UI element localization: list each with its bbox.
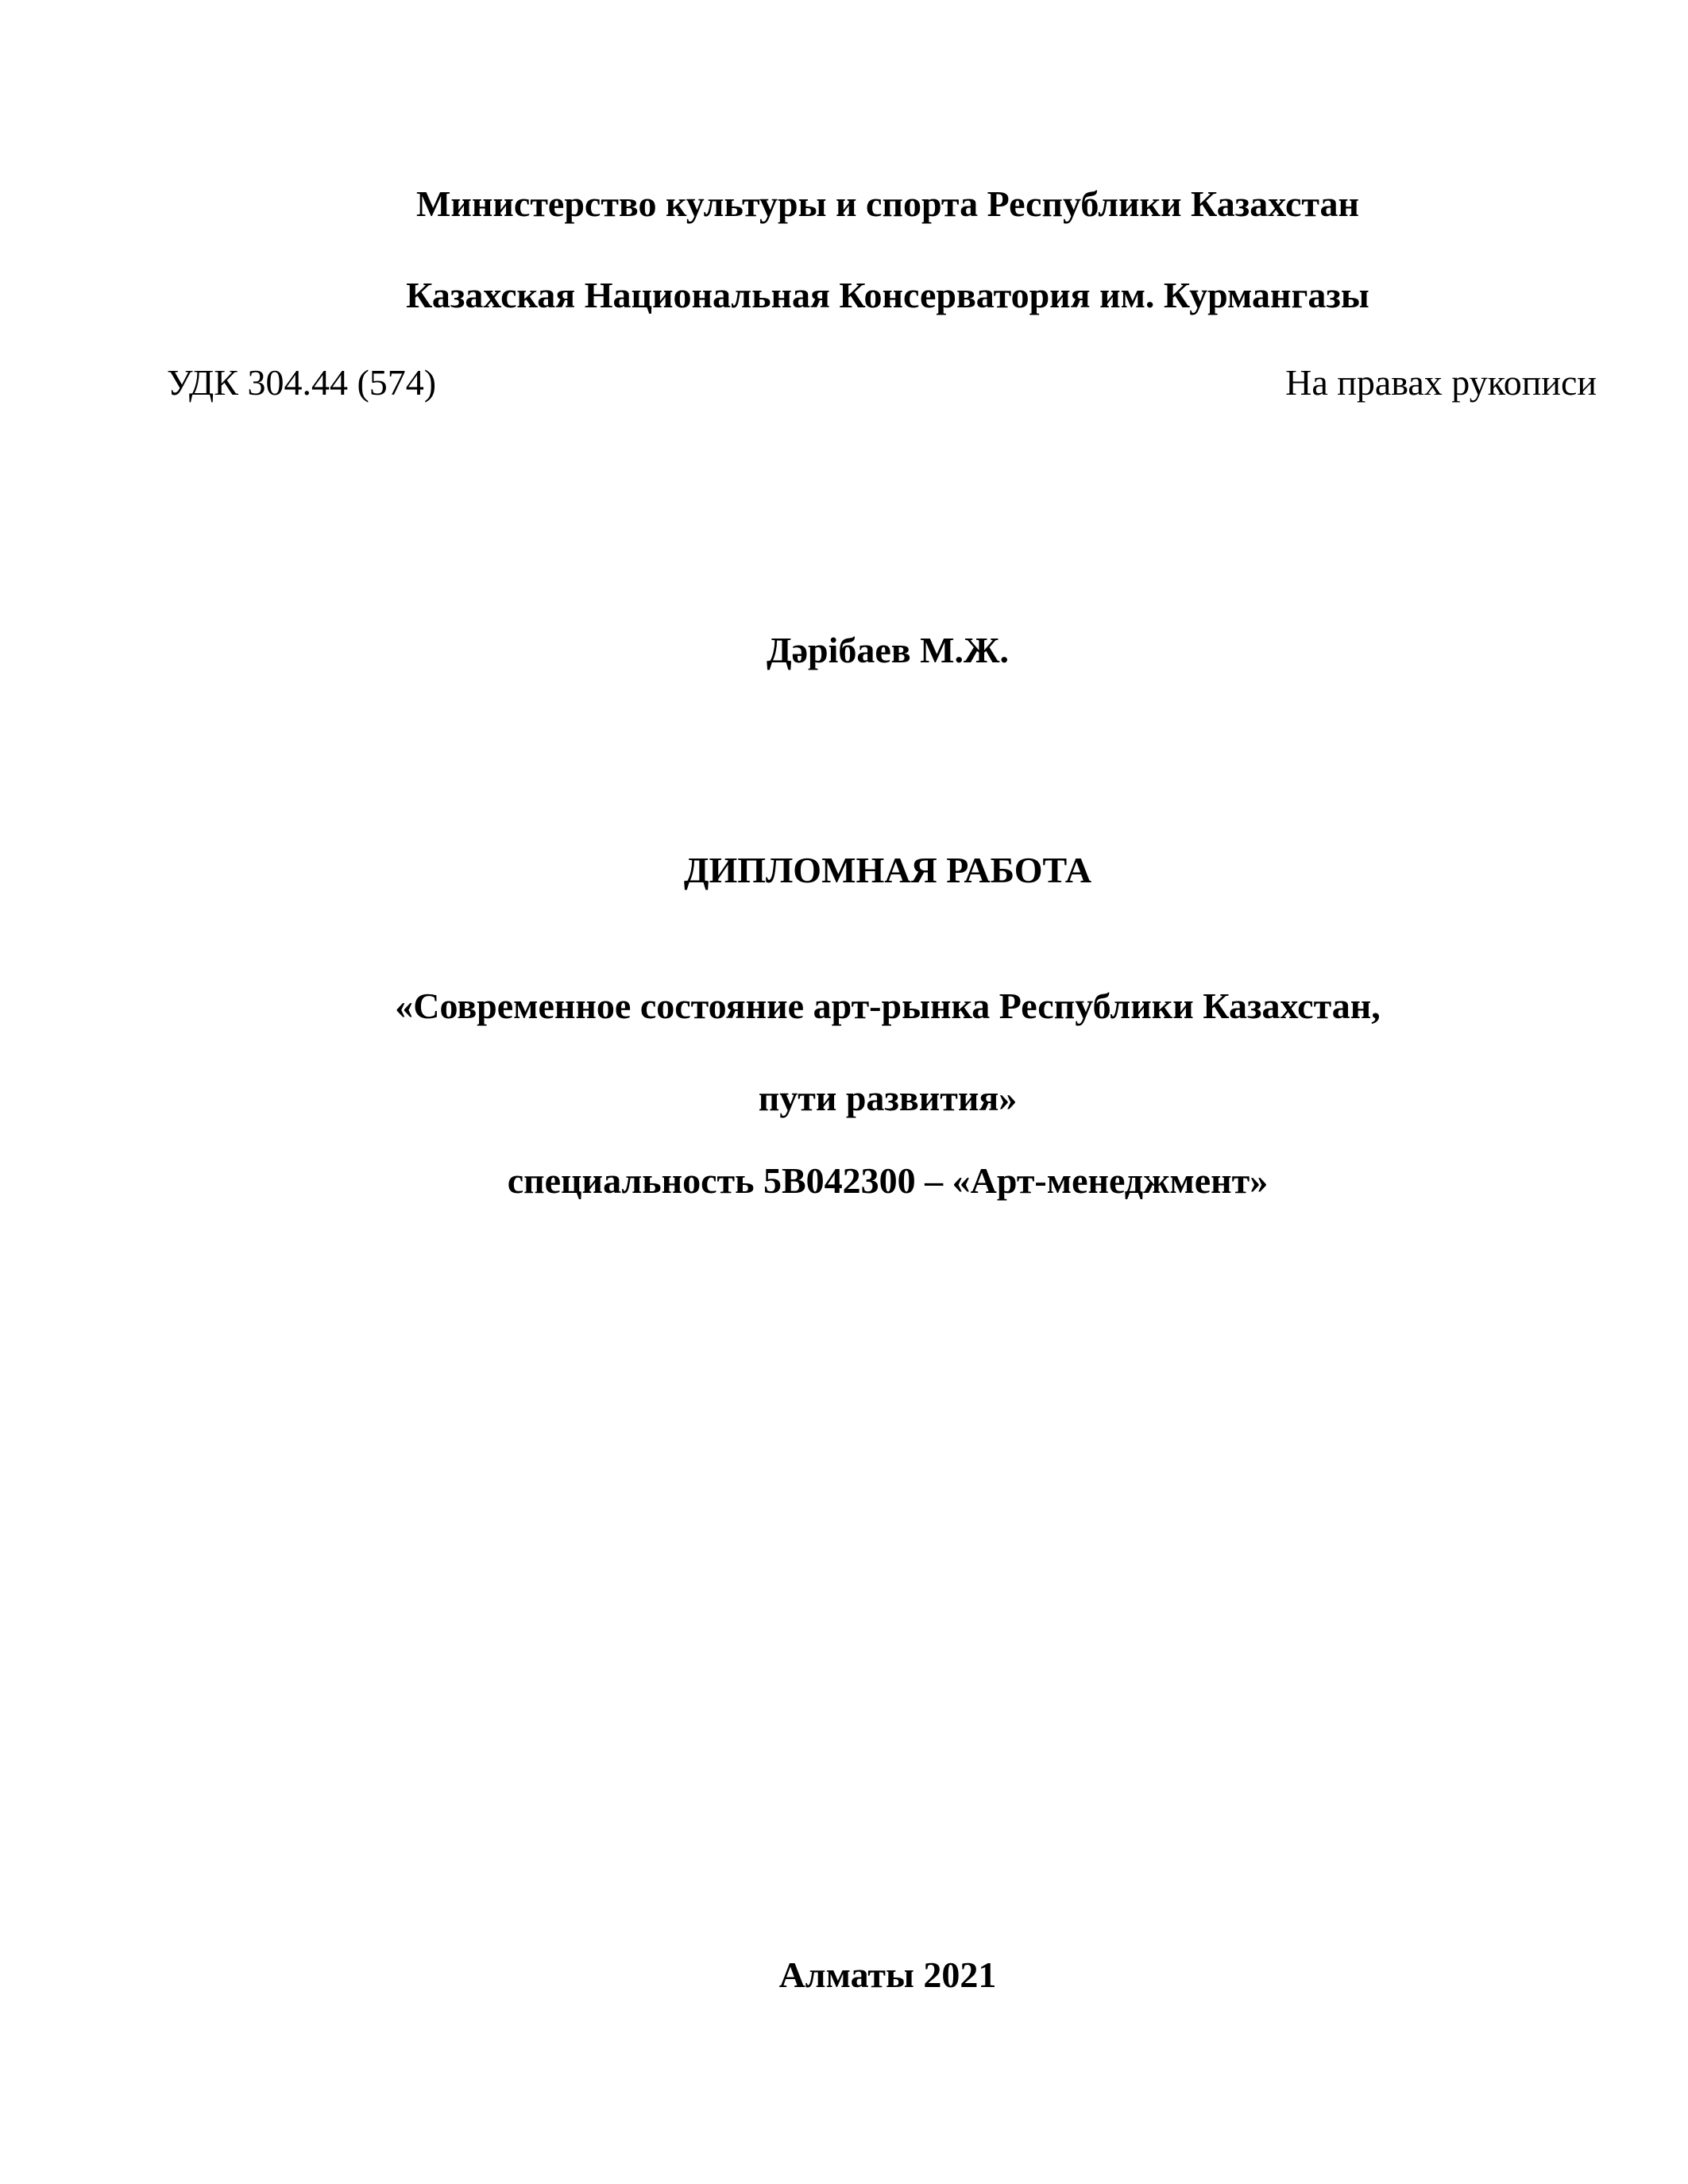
- manuscript-note: На правах рукописи: [1285, 362, 1597, 403]
- thesis-title-line1: «Современное состояние арт-рынка Республики Казахстан,: [395, 986, 1381, 1026]
- thesis-title-line2: пути развития»: [758, 1078, 1018, 1118]
- udk-code: УДК 304.44 (574): [167, 362, 437, 403]
- city-year: Алматы 2021: [778, 1954, 997, 1995]
- ministry-heading: Министерство культуры и спорта Республики Казахстан: [415, 183, 1360, 224]
- thesis-title: [171, 937, 1605, 1121]
- udk-row: [167, 361, 1597, 403]
- author-name: Дәрібаев М.Ж.: [766, 630, 1010, 670]
- work-type-heading: ДИПЛОМНАЯ РАБОТА: [683, 850, 1092, 890]
- institution-heading: Казахская Национальная Консерватория им. Курмангазы: [406, 275, 1369, 315]
- specialty-line: специальность 5В042300 – «Арт-менеджмент»: [507, 1160, 1269, 1201]
